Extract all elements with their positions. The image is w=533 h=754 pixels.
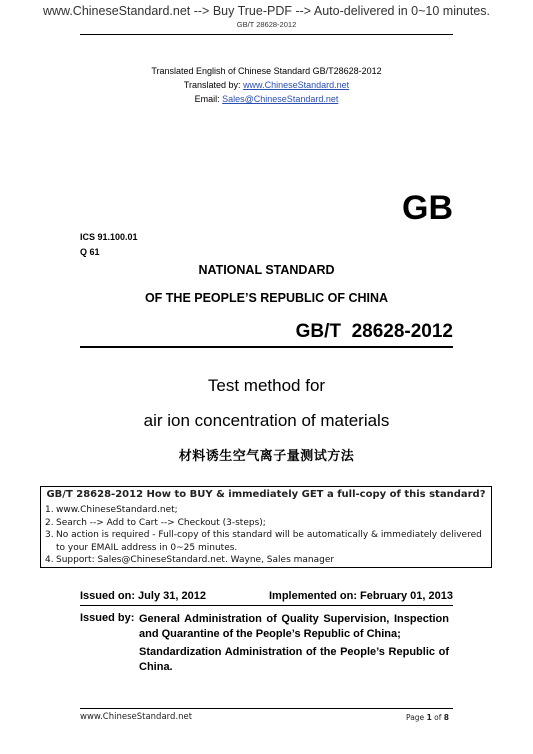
top-banner: www.ChineseStandard.net --> Buy True-PDF --> Auto-delivered in 0~10 minutes.: [42, 4, 491, 18]
standard-number: GB/T 28628-2012: [295, 321, 453, 342]
purchase-box-heading: GB/T 28628-2012 How to BUY & immediately GET a full-copy of this standard?: [46, 489, 486, 500]
list-item: [45, 504, 490, 517]
q-code: Q 61: [80, 247, 100, 257]
page-of-label: of: [431, 713, 444, 722]
title-line-2: air ion concentration of materials: [143, 411, 390, 430]
translator-link[interactable]: www.ChineseStandard.net: [243, 80, 350, 90]
page-label: Page: [406, 713, 427, 722]
translated-by-label: Translated by:: [183, 80, 244, 90]
page-indicator: [406, 713, 449, 722]
implemented-on: Implemented on: February 01, 2013: [268, 590, 453, 602]
list-item-number: 4.: [45, 555, 54, 565]
email-link[interactable]: Sales@ChineseStandard.net: [222, 94, 339, 104]
translation-line: Translated English of Chinese Standard GB/T28628-2012: [151, 66, 382, 76]
page-number: 1: [426, 713, 432, 722]
email-line: [0, 94, 533, 104]
list-item: [45, 554, 490, 567]
issued-on: Issued on: July 31, 2012: [80, 590, 206, 602]
header-doc-code: GB/T 28628-2012: [236, 20, 297, 29]
purchase-info-box: [40, 486, 492, 568]
gb-mark: GB: [402, 189, 453, 227]
purchase-steps-list: [45, 504, 490, 567]
issued-by-label: Issued by:: [80, 612, 135, 624]
footer-site: www.ChineseStandard.net: [80, 712, 193, 722]
chinese-title: 材料诱生空气离子量测试方法: [178, 449, 355, 464]
issuing-organization-1: General Administration of Quality Supervision, Inspection and Quarantine of the People’s Republic of China;: [139, 613, 449, 640]
translated-by: [0, 80, 533, 90]
list-item-number: 3.: [45, 530, 54, 540]
list-item-number: 2.: [45, 517, 54, 528]
list-item-text: www.ChineseStandard.net;: [56, 505, 178, 515]
title-line-1: Test method for: [207, 376, 326, 395]
email-label: Email:: [194, 94, 223, 104]
list-item-text: No action is required - Full-copy of this standard will be automatically & immediately delivered to your EMAIL address in 0~25 minutes.: [56, 530, 482, 553]
standard-rule: [80, 346, 453, 348]
republic-heading: OF THE PEOPLE’S REPUBLIC OF CHINA: [144, 291, 389, 305]
footer-rule: [80, 708, 453, 709]
dates-rule: [80, 605, 453, 606]
list-item: [45, 529, 490, 554]
national-standard-heading: NATIONAL STANDARD: [198, 263, 335, 277]
list-item-text: Support: Sales@ChineseStandard.net. Wayne, Sales manager: [56, 555, 335, 565]
issuing-organization-2: Standardization Administration of the People’s Republic of China.: [139, 646, 449, 673]
list-item: [45, 517, 490, 530]
list-item-number: 1.: [45, 505, 54, 515]
header-rule: [80, 34, 453, 35]
list-item-text: Search --> Add to Cart --> Checkout (3-steps);: [56, 517, 266, 528]
ics-code: ICS 91.100.01: [80, 232, 138, 242]
page-total: 8: [443, 713, 449, 722]
